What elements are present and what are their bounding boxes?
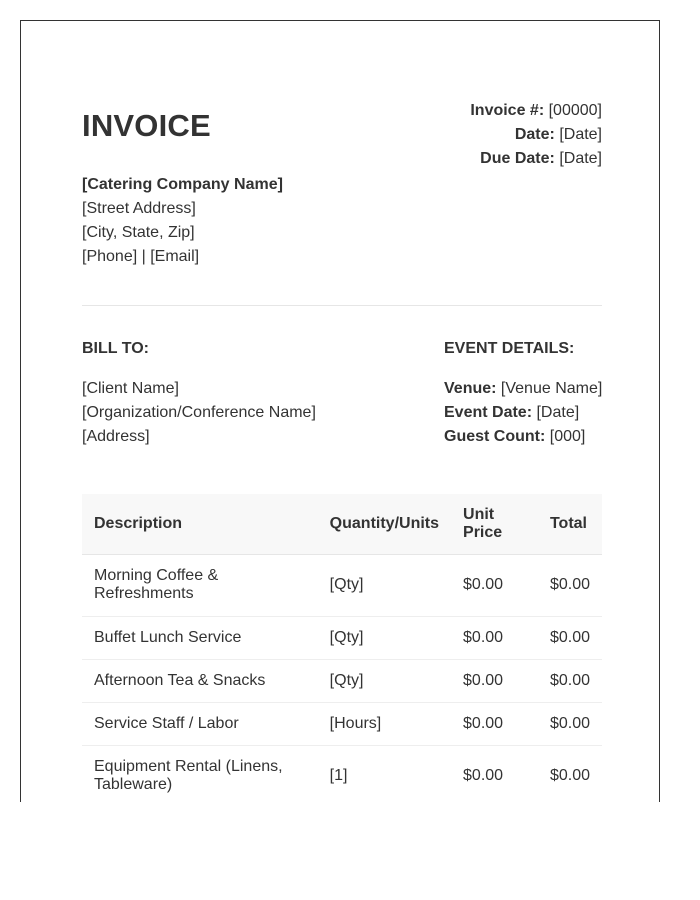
cell-quantity: [Qty] [318, 554, 451, 616]
cell-total: $0.00 [538, 702, 602, 745]
cell-unit-price: $0.00 [451, 659, 538, 702]
bill-to-section [82, 337, 316, 449]
invoice-due-date: Due Date: [Date] [480, 150, 602, 167]
cell-total: $0.00 [538, 659, 602, 702]
invoice-title: INVOICE [82, 108, 211, 143]
invoice-number: Invoice #: [00000] [470, 102, 602, 119]
event-venue: Venue: [Venue Name] [444, 380, 603, 397]
invoice-meta [470, 99, 602, 171]
event-guest-count: Guest Count: [000] [444, 428, 586, 445]
cell-unit-price: $0.00 [451, 745, 538, 802]
company-info [82, 173, 283, 269]
client-address: [Address] [82, 428, 150, 445]
company-city: [City, State, Zip] [82, 224, 195, 241]
invoice-page [20, 20, 660, 802]
table-row [82, 616, 602, 659]
cell-total: $0.00 [538, 616, 602, 659]
table-header-row [82, 494, 602, 554]
company-name: [Catering Company Name] [82, 176, 283, 193]
cell-description: Morning Coffee & Refreshments [82, 554, 318, 616]
table-header [82, 494, 602, 554]
cell-description: Service Staff / Labor [82, 702, 318, 745]
event-details-heading: EVENT DETAILS: [444, 340, 575, 357]
cell-unit-price: $0.00 [451, 554, 538, 616]
table-row [82, 554, 602, 616]
client-name: [Client Name] [82, 380, 179, 397]
cell-quantity: [Qty] [318, 616, 451, 659]
cell-quantity: [1] [318, 745, 451, 802]
section-divider [82, 305, 602, 306]
header-total: Total [538, 494, 602, 554]
header-unit-price: Unit Price [451, 494, 538, 554]
cell-unit-price: $0.00 [451, 702, 538, 745]
header-quantity: Quantity/Units [318, 494, 451, 554]
table-row [82, 659, 602, 702]
cell-quantity: [Qty] [318, 659, 451, 702]
cell-quantity: [Hours] [318, 702, 451, 745]
bill-to-heading: BILL TO: [82, 340, 149, 357]
invoice-date: Date: [Date] [514, 126, 602, 143]
event-date: Event Date: [Date] [444, 404, 580, 421]
cell-description: Equipment Rental (Linens, Tableware) [82, 745, 318, 802]
table-row [82, 702, 602, 745]
company-contact: [Phone] | [Email] [82, 248, 200, 265]
table-body [82, 554, 602, 802]
event-details-section [444, 337, 602, 449]
client-organization: [Organization/Conference Name] [82, 404, 316, 421]
cell-unit-price: $0.00 [451, 616, 538, 659]
cell-total: $0.00 [538, 554, 602, 616]
cell-description: Afternoon Tea & Snacks [82, 659, 318, 702]
table-row [82, 745, 602, 802]
line-items-table [82, 494, 602, 802]
company-street: [Street Address] [82, 200, 196, 217]
header-description: Description [82, 494, 318, 554]
cell-description: Buffet Lunch Service [82, 616, 318, 659]
cell-total: $0.00 [538, 745, 602, 802]
